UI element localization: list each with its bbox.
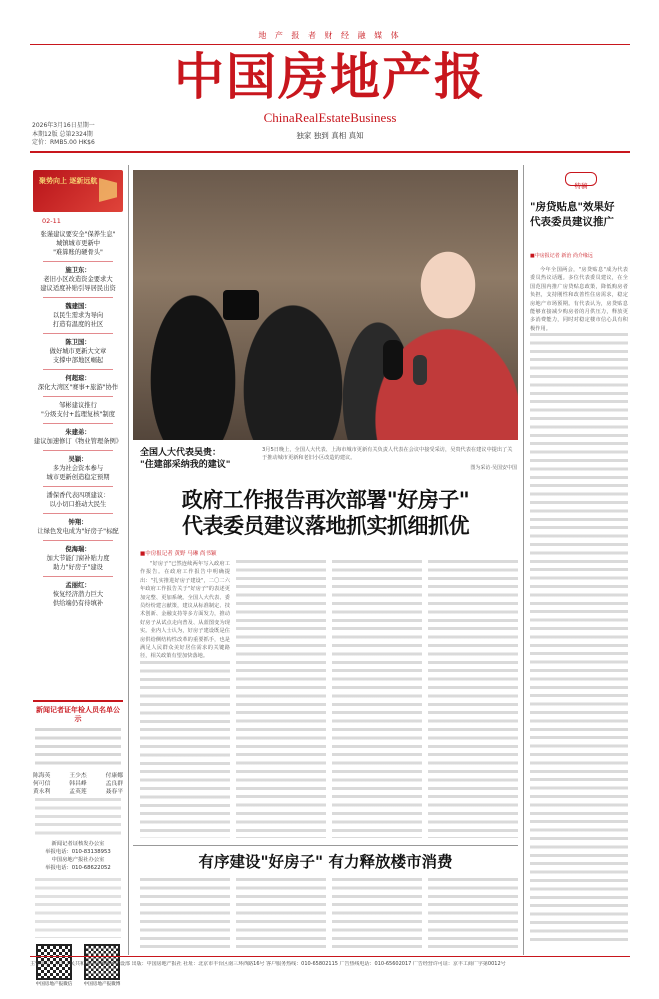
right-article-body: 今年全国两会，"房贷贴息"成为代表委员热议话题。多位代表委员建议，在全国范围内推广房贷贴息政策，降低购房者负担，支持刚性和改善性住房需求，稳定房地产市场预期。有代表认为，房贷贴息能够直接减少购房者的月供压力，释放更多消费能力，同时对稳定楼市信心具有积极作用。: [530, 266, 628, 950]
sidebar-item[interactable]: 邹彬建议推行 "分级支付+监理复核"制度: [40, 402, 116, 418]
article-column: "好房子"已然连续两年写入政府工作报告。在政府工作报告中明确提出："扎实推进好房子建设"，二〇二六年政府工作报告关于"好房子"的表述更加完整、更加系统。全国人大代表、委员纷纷建言献策，建议从标准制定、技术创新、金融支持等多方面发力，推动好房子从试点走向普及、从蓝图变为现实。业内人士认为，好房子建设既是住房供给侧结构性改革的重要抓手，也是满足人民群众美好居住需求的关键路径，相关政策有望加快落地。: [140, 560, 230, 838]
notice-title: 新闻记者证年检人员名单公示: [36, 706, 120, 723]
banner-text: 聚势向上 逐新远航: [39, 176, 98, 185]
sub-article-body: [140, 878, 518, 950]
sidebar-item[interactable]: 吴颖： 多为社会资本参与 城市更新创造稳定预期: [46, 456, 110, 481]
lead-photo[interactable]: [133, 170, 518, 440]
bottom-sidebar: [33, 700, 123, 988]
sidebar-item[interactable]: 朱建弟： 建议加速修订《物业管理条例》: [33, 429, 123, 445]
sidebar-item[interactable]: 潘保香代表四项建议： 以小切口推动大民生: [46, 492, 110, 508]
headline-line-1: 政府工作报告再次部署"好房子": [181, 487, 470, 512]
microphone-icon: [383, 340, 403, 380]
sidebar-page-tag: 02-11: [42, 217, 61, 225]
sidebar-item[interactable]: 魏建国： 以民生需求为导向 打造有温度的社区: [52, 303, 104, 328]
issue-info: [32, 122, 152, 148]
notice-body: [35, 728, 121, 768]
footer-info: 主管单位：中华人民共和国住房和城乡建设部 出版：中国房地产报社 社址：北京市丰台区南三环西路16号 客户服务热线：010-65802115 广告热线电话：010-65602017 广告经营许可证：京丰工商广字第0012号: [30, 961, 506, 967]
camera-icon: [223, 290, 259, 320]
sub-headline[interactable]: 有序建设"好房子" 有力释放楼市消费: [198, 852, 453, 871]
masthead-title: 中国房地产报: [174, 47, 486, 106]
photo-credit: 图为采访·吴国安中国: [470, 465, 517, 471]
photo-caption-title: 全国人大代表吴贵： "住建部采纳我的建议": [140, 448, 231, 470]
article-column: [236, 560, 326, 838]
photo-caption-body: 3月5日晚上，全国人大代表、上海市城市更新有关负责人代表在会议中接受采访，吴贵代表在建议中提出了关于推动城市更新和老旧小区改造的建议。: [262, 447, 513, 461]
sidebar-item[interactable]: 倪海瑞： 加大节能门窗补贴力度 助力"好房子"建设: [46, 546, 110, 571]
masthead-subtitle: ChinaRealEstateBusiness: [263, 110, 397, 125]
sub-article-column: [236, 878, 326, 950]
section-divider: [133, 845, 518, 846]
contact-block: 新闻记者证核发办公室 举报电话：010-83138953 中国房地产报社办公室 举报电话：010-68622052: [45, 841, 111, 871]
main-headline[interactable]: [133, 487, 518, 539]
sidebar-divider: [128, 165, 129, 955]
sidebar-item[interactable]: 孟丽红： 恢复经济潜力巨大 供给端仍有待填补: [52, 582, 104, 607]
article-kicker: ■中房报记者 黄野 马琳 尚书颖: [140, 551, 217, 557]
article-body: [140, 560, 518, 838]
sidebar-item[interactable]: 何超琼： 深化大湾区"赛事+旅游"协作: [37, 375, 119, 391]
qr-row: 中国房地产报微信 中国房地产报微博: [33, 944, 123, 988]
headline-line-2: 代表委员建议落地抓实抓细抓优: [182, 513, 469, 538]
masthead-top-rule: [30, 44, 630, 45]
sub-article-column: [428, 878, 518, 950]
sub-article-column: [140, 878, 230, 950]
name-grid: 陈海英 王少杰 付康娜 何可信 韩昌峰 孟良群 黄永利 孟英莲 聂春平: [33, 773, 123, 795]
footer-rule: [30, 956, 630, 957]
issue-date: 2026年3月16日星期一: [32, 122, 95, 129]
issue-number: 本期12版 总第2324期: [32, 130, 93, 138]
issue-price: 定价：RMB5.00 HK$6: [32, 139, 95, 146]
sidebar-item[interactable]: 施卫东： 老旧小区改造资金要求大 建议适度补贴引导居民出资: [40, 267, 116, 292]
names-more: [35, 798, 121, 838]
sidebar-item[interactable]: 张谨建议要安全"保养生息" 城镇城市更新中 "难算账的硬骨头": [40, 231, 116, 256]
masthead-bottom-rule: [30, 151, 630, 153]
sidebar-item[interactable]: 钟翔： 让绿色发电成为"好房子"标配: [37, 519, 119, 535]
sidebar-list: [33, 230, 123, 608]
masthead-topline: 地 产 报 者 财 经 融 媒 体: [258, 31, 402, 40]
sidebar-banner: [33, 170, 123, 212]
sidebar-item[interactable]: 陈卫国： 做好城市更新大文章 支撑中部地区崛起: [49, 339, 107, 364]
special-tag: 特稿: [565, 172, 597, 186]
sub-article-column: [332, 878, 422, 950]
right-divider: [523, 165, 524, 955]
banner-flag-icon: [99, 178, 117, 202]
right-kicker: ■中房报记者 新治 尚介缘远: [530, 253, 593, 259]
article-column: [428, 560, 518, 838]
microphone-icon: [413, 355, 427, 385]
publication-info: [35, 878, 121, 938]
article-column: [332, 560, 422, 838]
masthead-motto: 独家 独到 真相 真知: [296, 131, 364, 140]
right-headline[interactable]: "房贷贴息"效果好 代表委员建议推广: [530, 201, 615, 228]
